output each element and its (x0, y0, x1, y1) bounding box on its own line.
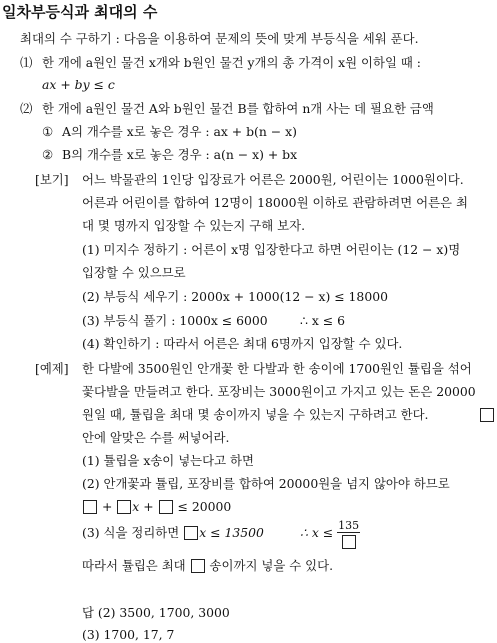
item2-sub1-marker: ① (42, 124, 54, 139)
example-label: [보기] (35, 172, 69, 187)
step3-text: (3) 식을 정리하면 (82, 525, 180, 540)
example-line: 어느 박물관의 1인당 입장료가 어른은 2000원, 어린이는 1000원이다. (82, 172, 464, 187)
exercise-line: 원일 때, 튤립을 최대 몇 송이까지 넣을 수 있는지 구하려고 한다. (82, 407, 429, 422)
answer-line2: (3) 1700, 17, 7 (82, 627, 175, 642)
exercise-step3 (82, 525, 264, 541)
item1-line1: 한 개에 a원인 물건 x개와 b원인 물건 y개의 총 가격이 x원 이하일 때 : (42, 55, 421, 70)
example-therefore: ∴ x ≤ 6 (300, 313, 345, 328)
item1-marker: ⑴ (20, 55, 33, 70)
example-line: (2) 부등식 세우기 : 2000x + 1000(12 − x) ≤ 18000 (82, 289, 388, 304)
answer-box[interactable] (83, 500, 97, 514)
example-line: 대 몇 명까지 입장할 수 있는지 구해 보자. (82, 218, 306, 233)
exercise-line: 꽃다발을 만들려고 한다. 포장비는 3000원이고 가지고 있는 돈은 20000 (82, 384, 476, 399)
answer-box[interactable] (184, 526, 198, 540)
example-line: 어른과 어린이를 합하여 12명이 18000원 이하로 관람하려면 어른은 최 (82, 195, 468, 210)
item2-marker: ⑵ (20, 101, 33, 116)
item2-line1: 한 개에 a원인 물건 A와 b원인 물건 B를 합하여 n개 사는 데 필요한 금액 (42, 101, 434, 116)
exercise-line: (1) 튤립을 x송이 넣는다고 하면 (82, 453, 254, 468)
intro-text: 최대의 수 구하기 : 다음을 이용하여 문제의 뜻에 맞게 부등식을 세워 푼다. (20, 31, 419, 46)
exercise-conclusion (82, 558, 333, 574)
fraction-numerator: 135 (338, 518, 360, 532)
conclusion-text: 따라서 튤립은 최대 (82, 558, 186, 573)
item2-sub1: A의 개수를 x로 놓은 경우 : ax + b(n − x) (62, 124, 297, 139)
answer-box[interactable] (191, 559, 205, 573)
exercise-inequality (82, 499, 231, 515)
exercise-line: 한 다발에 3500원인 안개꽃 한 다발과 한 송이에 1700원인 튤립을 섞어 (82, 361, 472, 376)
answer-box[interactable] (342, 535, 356, 549)
item2-sub2-marker: ② (42, 147, 54, 162)
answer-box[interactable] (479, 407, 495, 423)
fraction (337, 519, 360, 549)
exercise-line: (2) 안개꽃과 튤립, 포장비를 합하여 20000원을 넘지 않아야 하므로 (82, 476, 450, 491)
x-term: x + (132, 499, 154, 514)
plus-sign: + (101, 499, 113, 514)
example-line: (4) 확인하기 : 따라서 어른은 최대 6명까지 입장할 수 있다. (82, 336, 403, 351)
conclusion-text-end: 송이까지 넣을 수 있다. (209, 558, 334, 573)
answer-box[interactable] (159, 500, 173, 514)
example-line: 입장할 수 있으므로 (82, 265, 186, 280)
answer-line1: 답 (2) 3500, 1700, 3000 (82, 605, 230, 620)
exercise-label: [예제] (35, 361, 69, 376)
example-line: (1) 미지수 정하기 : 어른이 x명 입장한다고 하면 어린이는 (12 − x)명 (82, 242, 461, 257)
item2-sub2: B의 개수를 x로 놓은 경우 : a(n − x) + bx (62, 147, 298, 162)
therefore-text: ∴ x ≤ (300, 525, 334, 540)
inequality-rhs: ≤ 20000 (177, 499, 232, 514)
item1-formula: ax + by ≤ c (42, 77, 115, 92)
answer-box[interactable] (117, 500, 131, 514)
example-line: (3) 부등식 풀기 : 1000x ≤ 6000 (82, 313, 268, 328)
step3-inequality: x ≤ 13500 (199, 525, 264, 540)
exercise-line: 안에 알맞은 수를 써넣어라. (82, 430, 230, 445)
step3-conclusion (300, 515, 360, 551)
section-title: 일차부등식과 최대의 수 (2, 3, 158, 21)
